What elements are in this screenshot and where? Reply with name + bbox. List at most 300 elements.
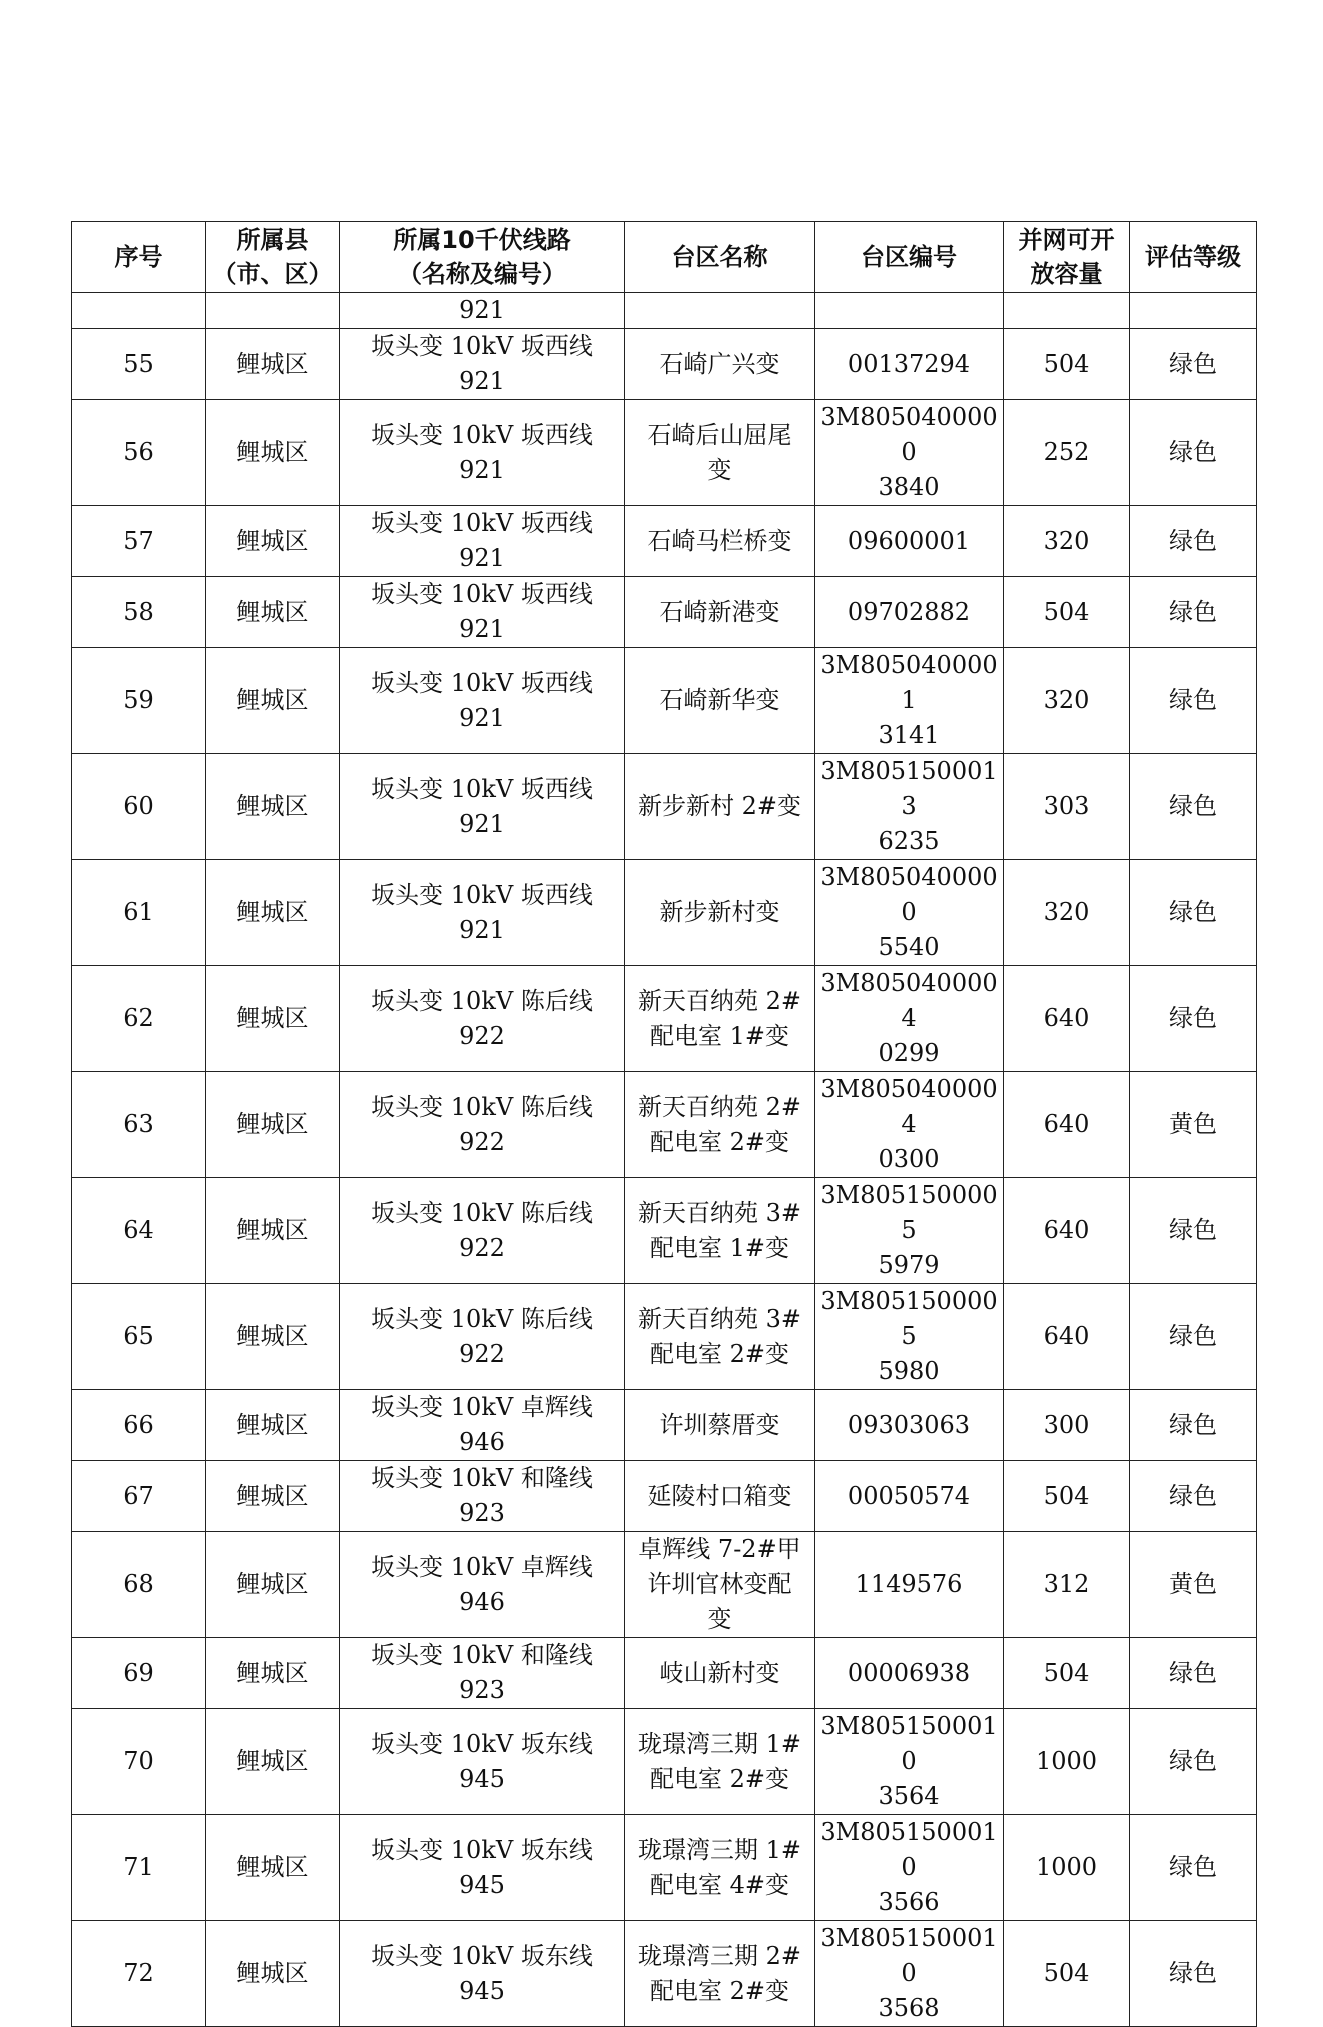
county-text: 鲤城区 xyxy=(236,1959,309,1987)
area-name-text-1: 延陵村口箱变 xyxy=(647,1481,792,1510)
cell-county xyxy=(206,400,340,506)
line-text-1: 坂头变 10kV 和隆线 xyxy=(371,1464,593,1492)
capacity-table xyxy=(71,221,1257,2027)
cell-area-name xyxy=(625,1815,815,1921)
cell-grade xyxy=(1130,400,1257,506)
grade-text: 绿色 xyxy=(1169,597,1217,626)
cell-area-name xyxy=(625,648,815,754)
line-text-1: 坂头变 10kV 坂西线 xyxy=(371,580,593,608)
cell-county xyxy=(206,966,340,1072)
line-text-2: 945 xyxy=(459,1976,505,2005)
line-text-2: 921 xyxy=(459,367,505,395)
cell-area-name xyxy=(625,754,815,860)
table-row xyxy=(72,1178,1257,1284)
area-name-text-1: 珑璟湾三期 2# xyxy=(637,1941,801,1970)
cell-capacity xyxy=(1004,400,1130,506)
area-code-text-1: 09702882 xyxy=(847,597,971,626)
table-row xyxy=(72,329,1257,400)
area-name-text-1: 新步新村变 xyxy=(659,898,780,926)
capacity-text: 320 xyxy=(1043,898,1090,926)
capacity-text: 640 xyxy=(1043,1216,1090,1244)
cell-seq xyxy=(72,860,206,966)
cell-empty xyxy=(815,293,1004,329)
cell-seq xyxy=(72,329,206,400)
area-code-text-1: 3M8051500005 xyxy=(820,1287,998,1350)
county-text: 鲤城区 xyxy=(236,526,309,555)
area-code-text-2: 6235 xyxy=(878,827,940,855)
cell-grade xyxy=(1130,1461,1257,1532)
county-text: 鲤城区 xyxy=(236,1747,309,1775)
cell-grade xyxy=(1130,1638,1257,1709)
cell-capacity xyxy=(1004,1532,1130,1638)
cell-capacity xyxy=(1004,1072,1130,1178)
cell-area-code xyxy=(815,1178,1004,1284)
cell-line xyxy=(340,329,625,400)
cell-seq xyxy=(72,1461,206,1532)
line-text-1: 坂头变 10kV 坂西线 xyxy=(371,332,593,360)
continuation-row xyxy=(72,293,1257,329)
area-name-text-2: 配电室 2#变 xyxy=(649,1764,789,1793)
cell-line xyxy=(340,1638,625,1709)
cell-county xyxy=(206,1284,340,1390)
cell-area-code xyxy=(815,506,1004,577)
line-text-1: 坂头变 10kV 坂西线 xyxy=(371,509,593,537)
cell-capacity xyxy=(1004,1178,1130,1284)
header-line xyxy=(340,222,625,293)
header-county-line2: （市、区） xyxy=(212,260,333,288)
cell-grade xyxy=(1130,506,1257,577)
header-grade: 评估等级 xyxy=(1130,222,1257,293)
table-row xyxy=(72,860,1257,966)
cell-line xyxy=(340,1461,625,1532)
cell-line xyxy=(340,754,625,860)
cell-line xyxy=(340,1284,625,1390)
table-row xyxy=(72,1709,1257,1815)
area-code-text-1: 00137294 xyxy=(847,349,971,378)
cell-county xyxy=(206,577,340,648)
grade-text: 绿色 xyxy=(1169,1959,1217,1987)
area-name-text-1: 石崎新港变 xyxy=(659,597,780,626)
area-code-text-1: 1149576 xyxy=(855,1570,963,1598)
header-county-line1: 所属县 xyxy=(236,226,309,254)
capacity-text: 504 xyxy=(1043,597,1090,626)
cell-line xyxy=(340,966,625,1072)
cell-seq xyxy=(72,1532,206,1638)
grade-text: 绿色 xyxy=(1169,1322,1217,1350)
cell-area-name xyxy=(625,1178,815,1284)
cell-grade xyxy=(1130,1921,1257,2027)
cell-capacity xyxy=(1004,577,1130,648)
cell-seq xyxy=(72,506,206,577)
header-seq: 序号 xyxy=(72,222,206,293)
grade-text: 绿色 xyxy=(1169,792,1217,820)
cell-area-name xyxy=(625,1532,815,1638)
county-text: 鲤城区 xyxy=(236,792,309,820)
seq-text: 67 xyxy=(123,1481,154,1510)
cell-grade xyxy=(1130,860,1257,966)
cell-capacity xyxy=(1004,1390,1130,1461)
cell-seq xyxy=(72,648,206,754)
cell-area-code xyxy=(815,1390,1004,1461)
table-row xyxy=(72,506,1257,577)
seq-text: 64 xyxy=(123,1216,154,1244)
area-code-text-1: 3M8050400000 xyxy=(820,863,998,926)
cell-seq xyxy=(72,1709,206,1815)
grade-text: 绿色 xyxy=(1169,526,1217,555)
area-name-text-2: 配电室 2#变 xyxy=(649,1127,789,1156)
county-text: 鲤城区 xyxy=(236,1216,309,1244)
cell-grade xyxy=(1130,1178,1257,1284)
table-row xyxy=(72,1638,1257,1709)
cell-line xyxy=(340,1709,625,1815)
cell-line: 921 xyxy=(340,293,625,329)
area-name-text-1: 新天百纳苑 3# xyxy=(637,1198,801,1227)
cell-seq xyxy=(72,1284,206,1390)
capacity-text: 320 xyxy=(1043,526,1090,555)
line-text-2: 923 xyxy=(459,1499,505,1527)
cell-area-name xyxy=(625,860,815,966)
cell-county xyxy=(206,506,340,577)
capacity-text: 504 xyxy=(1043,349,1090,378)
area-code-text-1: 3M8050400004 xyxy=(820,969,998,1032)
area-code-text-1: 3M8050400001 xyxy=(820,651,998,714)
line-text-2: 921 xyxy=(459,809,505,838)
seq-text: 58 xyxy=(123,597,154,626)
cell-area-name xyxy=(625,1709,815,1815)
header-capacity-line2: 放容量 xyxy=(1030,260,1103,288)
cell-seq xyxy=(72,966,206,1072)
cell-area-name xyxy=(625,1638,815,1709)
area-code-text-2: 3568 xyxy=(878,1994,940,2022)
cell-line xyxy=(340,1178,625,1284)
line-text-1: 坂头变 10kV 陈后线 xyxy=(371,1304,593,1333)
cell-area-code xyxy=(815,754,1004,860)
cell-county xyxy=(206,1709,340,1815)
cell-capacity xyxy=(1004,1921,1130,2027)
line-text-1: 坂头变 10kV 坂东线 xyxy=(371,1941,593,1970)
line-text-2: 921 xyxy=(459,703,505,732)
cell-area-code xyxy=(815,1709,1004,1815)
county-text: 鲤城区 xyxy=(236,1322,309,1350)
grade-text: 绿色 xyxy=(1169,349,1217,378)
cell-area-code xyxy=(815,648,1004,754)
county-text: 鲤城区 xyxy=(236,1004,309,1032)
line-text-2: 921 xyxy=(459,544,505,572)
area-code-text-1: 00050574 xyxy=(847,1481,971,1510)
cell-county xyxy=(206,1390,340,1461)
line-text-2: 921 xyxy=(459,915,505,944)
line-text-1: 坂头变 10kV 陈后线 xyxy=(371,1092,593,1121)
cell-area-name xyxy=(625,966,815,1072)
cell-capacity xyxy=(1004,1284,1130,1390)
line-text-1: 坂头变 10kV 和隆线 xyxy=(371,1641,593,1669)
seq-text: 70 xyxy=(123,1747,154,1775)
cell-area-code xyxy=(815,1284,1004,1390)
seq-text: 72 xyxy=(123,1959,154,1987)
county-text: 鲤城区 xyxy=(236,686,309,714)
cell-area-name xyxy=(625,1921,815,2027)
area-code-text-1: 3M8050400004 xyxy=(820,1075,998,1138)
table-row xyxy=(72,1921,1257,2027)
county-text: 鲤城区 xyxy=(236,1658,309,1687)
area-code-text-1: 09303063 xyxy=(847,1410,971,1439)
capacity-text: 1000 xyxy=(1035,1747,1098,1775)
area-code-text-1: 3M8050400000 xyxy=(820,403,998,466)
area-code-text-1: 3M8051500013 xyxy=(820,757,998,820)
table-row xyxy=(72,1461,1257,1532)
header-row xyxy=(72,222,1257,293)
cell-area-name xyxy=(625,506,815,577)
area-name-text-1: 石崎新华变 xyxy=(659,686,780,714)
cell-line xyxy=(340,400,625,506)
grade-text: 绿色 xyxy=(1169,898,1217,926)
line-text-1: 坂头变 10kV 坂西线 xyxy=(371,420,593,449)
cell-line xyxy=(340,577,625,648)
cell-grade xyxy=(1130,577,1257,648)
cell-county xyxy=(206,1461,340,1532)
seq-text: 65 xyxy=(123,1322,154,1350)
line-text-2: 923 xyxy=(459,1676,505,1704)
cell-grade xyxy=(1130,1815,1257,1921)
cell-capacity xyxy=(1004,648,1130,754)
cell-grade xyxy=(1130,754,1257,860)
cell-line xyxy=(340,1532,625,1638)
line-text-1: 坂头变 10kV 卓辉线 xyxy=(371,1393,593,1421)
table-row xyxy=(72,1532,1257,1638)
cell-grade xyxy=(1130,329,1257,400)
seq-text: 69 xyxy=(123,1658,154,1687)
cell-line xyxy=(340,648,625,754)
cell-capacity xyxy=(1004,1638,1130,1709)
header-county xyxy=(206,222,340,293)
capacity-text: 320 xyxy=(1043,686,1090,714)
header-area-code: 台区编号 xyxy=(815,222,1004,293)
cell-seq xyxy=(72,754,206,860)
capacity-text: 640 xyxy=(1043,1322,1090,1350)
area-name-text-1: 新天百纳苑 2# xyxy=(637,1092,801,1121)
cell-area-name xyxy=(625,400,815,506)
county-text: 鲤城区 xyxy=(236,898,309,926)
area-name-text-2: 变 xyxy=(707,455,732,484)
cell-county xyxy=(206,1178,340,1284)
line-text-2: 922 xyxy=(459,1233,505,1262)
cell-county xyxy=(206,648,340,754)
area-name-text-2: 配电室 4#变 xyxy=(649,1870,789,1899)
cell-empty xyxy=(206,293,340,329)
area-code-text-1: 3M8051500010 xyxy=(820,1924,998,1987)
area-name-text-2: 配电室 1#变 xyxy=(649,1021,789,1050)
area-name-text-3: 变 xyxy=(707,1605,732,1633)
cell-area-name xyxy=(625,329,815,400)
cell-capacity xyxy=(1004,329,1130,400)
cell-seq xyxy=(72,1178,206,1284)
area-code-text-1: 00006938 xyxy=(847,1658,971,1687)
area-code-text-1: 3M8051500005 xyxy=(820,1181,998,1244)
area-name-text-1: 石崎马栏桥变 xyxy=(647,526,792,555)
table-row xyxy=(72,648,1257,754)
cell-empty xyxy=(1004,293,1130,329)
grade-text: 绿色 xyxy=(1169,1853,1217,1881)
grade-text: 绿色 xyxy=(1169,1658,1217,1687)
cell-capacity xyxy=(1004,1815,1130,1921)
area-name-text-1: 许圳蔡厝变 xyxy=(659,1410,780,1439)
area-name-text-2: 配电室 2#变 xyxy=(649,1976,789,2005)
table-row xyxy=(72,754,1257,860)
county-text: 鲤城区 xyxy=(236,349,309,378)
county-text: 鲤城区 xyxy=(236,597,309,626)
cell-area-code xyxy=(815,577,1004,648)
grade-text: 绿色 xyxy=(1169,1747,1217,1775)
line-text-2: 946 xyxy=(459,1587,505,1616)
cell-area-code xyxy=(815,329,1004,400)
cell-capacity xyxy=(1004,1709,1130,1815)
cell-grade xyxy=(1130,1709,1257,1815)
header-line-line2: （名称及编号） xyxy=(398,260,566,288)
capacity-text: 303 xyxy=(1043,792,1090,820)
seq-text: 56 xyxy=(123,438,154,466)
area-code-text-2: 5979 xyxy=(878,1251,940,1279)
area-code-text-1: 09600001 xyxy=(847,526,971,555)
line-text-2: 922 xyxy=(459,1339,505,1368)
seq-text: 66 xyxy=(123,1410,154,1439)
cell-empty xyxy=(625,293,815,329)
cell-area-code xyxy=(815,1921,1004,2027)
header-area-name: 台区名称 xyxy=(625,222,815,293)
area-name-text-2: 许圳官林变配 xyxy=(647,1570,792,1598)
area-code-text-1: 3M8051500010 xyxy=(820,1818,998,1881)
seq-text: 55 xyxy=(123,349,154,378)
table-row xyxy=(72,966,1257,1072)
capacity-text: 1000 xyxy=(1035,1853,1098,1881)
capacity-text: 640 xyxy=(1043,1110,1090,1138)
line-text-2: 922 xyxy=(459,1021,505,1050)
table-row xyxy=(72,1815,1257,1921)
area-name-text-1: 珑璟湾三期 1# xyxy=(637,1729,801,1758)
area-name-text-1: 珑璟湾三期 1# xyxy=(637,1835,801,1864)
area-code-text-2: 5540 xyxy=(878,933,940,961)
table-row xyxy=(72,577,1257,648)
cell-seq xyxy=(72,1921,206,2027)
cell-area-code xyxy=(815,966,1004,1072)
county-text: 鲤城区 xyxy=(236,1570,309,1598)
capacity-text: 300 xyxy=(1043,1410,1090,1439)
area-code-text-2: 0299 xyxy=(878,1039,940,1067)
cell-seq xyxy=(72,1072,206,1178)
seq-text: 68 xyxy=(123,1570,154,1598)
cell-county xyxy=(206,1072,340,1178)
line-text-1: 坂头变 10kV 坂西线 xyxy=(371,668,593,697)
table-row xyxy=(72,1284,1257,1390)
cell-grade xyxy=(1130,1284,1257,1390)
seq-text: 60 xyxy=(123,792,154,820)
area-name-text-1: 卓辉线 7-2#甲 xyxy=(638,1535,801,1563)
cell-area-name xyxy=(625,577,815,648)
table-row xyxy=(72,1072,1257,1178)
grade-text: 绿色 xyxy=(1169,1410,1217,1439)
area-code-text-2: 3564 xyxy=(878,1782,940,1810)
cell-line xyxy=(340,860,625,966)
cell-area-code xyxy=(815,1461,1004,1532)
cell-grade xyxy=(1130,966,1257,1072)
capacity-text: 504 xyxy=(1043,1481,1090,1510)
cell-county xyxy=(206,754,340,860)
area-name-text-1: 石崎后山屈尾 xyxy=(647,420,792,449)
grade-text: 绿色 xyxy=(1169,1216,1217,1244)
county-text: 鲤城区 xyxy=(236,1481,309,1510)
area-code-text-2: 3840 xyxy=(878,473,940,501)
seq-text: 57 xyxy=(123,526,154,555)
header-line-line1: 所属10千伏线路 xyxy=(393,226,571,254)
cell-area-name xyxy=(625,1461,815,1532)
area-name-text-2: 配电室 2#变 xyxy=(649,1339,789,1368)
area-name-text-2: 配电室 1#变 xyxy=(649,1233,789,1262)
cell-capacity xyxy=(1004,860,1130,966)
area-name-text-1: 岐山新村变 xyxy=(659,1658,780,1687)
cell-seq xyxy=(72,1638,206,1709)
cell-seq xyxy=(72,577,206,648)
seq-text: 63 xyxy=(123,1110,154,1138)
cell-county xyxy=(206,1638,340,1709)
seq-text: 71 xyxy=(123,1853,154,1881)
county-text: 鲤城区 xyxy=(236,1853,309,1881)
cell-area-code xyxy=(815,1072,1004,1178)
cell-area-name xyxy=(625,1072,815,1178)
grade-text: 绿色 xyxy=(1169,686,1217,714)
line-text-2: 945 xyxy=(459,1870,505,1899)
line-text-2: 945 xyxy=(459,1764,505,1793)
area-name-text-1: 新天百纳苑 2# xyxy=(637,986,801,1015)
table-row xyxy=(72,1390,1257,1461)
seq-text: 59 xyxy=(123,686,154,714)
header-capacity-line1: 并网可开 xyxy=(1018,226,1115,254)
area-name-text-1: 新天百纳苑 3# xyxy=(637,1304,801,1333)
grade-text: 绿色 xyxy=(1169,1481,1217,1510)
cell-grade xyxy=(1130,648,1257,754)
table-row xyxy=(72,400,1257,506)
line-text-1: 坂头变 10kV 陈后线 xyxy=(371,986,593,1015)
line-text-1: 坂头变 10kV 陈后线 xyxy=(371,1198,593,1227)
cell-seq xyxy=(72,1815,206,1921)
line-text-2: 922 xyxy=(459,1127,505,1156)
capacity-text: 640 xyxy=(1043,1004,1090,1032)
cell-county xyxy=(206,329,340,400)
capacity-text: 504 xyxy=(1043,1959,1090,1987)
grade-text: 黄色 xyxy=(1169,1570,1217,1598)
capacity-text: 252 xyxy=(1043,438,1090,466)
grade-text: 黄色 xyxy=(1169,1110,1217,1138)
area-code-text-2: 3566 xyxy=(878,1888,940,1916)
county-text: 鲤城区 xyxy=(236,1110,309,1138)
cell-county xyxy=(206,860,340,966)
line-text-1: 坂头变 10kV 坂东线 xyxy=(371,1729,593,1758)
cell-line xyxy=(340,1815,625,1921)
area-name-text-1: 石崎广兴变 xyxy=(659,349,780,378)
cell-line xyxy=(340,506,625,577)
cell-area-code xyxy=(815,860,1004,966)
area-code-text-1: 3M8051500010 xyxy=(820,1712,998,1775)
cell-line xyxy=(340,1921,625,2027)
area-code-text-2: 3141 xyxy=(878,721,940,749)
line-text-1: 坂头变 10kV 坂东线 xyxy=(371,1835,593,1864)
cell-empty xyxy=(72,293,206,329)
cell-capacity xyxy=(1004,754,1130,860)
cell-capacity xyxy=(1004,506,1130,577)
seq-text: 62 xyxy=(123,1004,154,1032)
line-text-1: 坂头变 10kV 坂西线 xyxy=(371,774,593,803)
cell-grade xyxy=(1130,1532,1257,1638)
line-text-1: 坂头变 10kV 卓辉线 xyxy=(371,1552,593,1581)
cell-area-code xyxy=(815,1532,1004,1638)
